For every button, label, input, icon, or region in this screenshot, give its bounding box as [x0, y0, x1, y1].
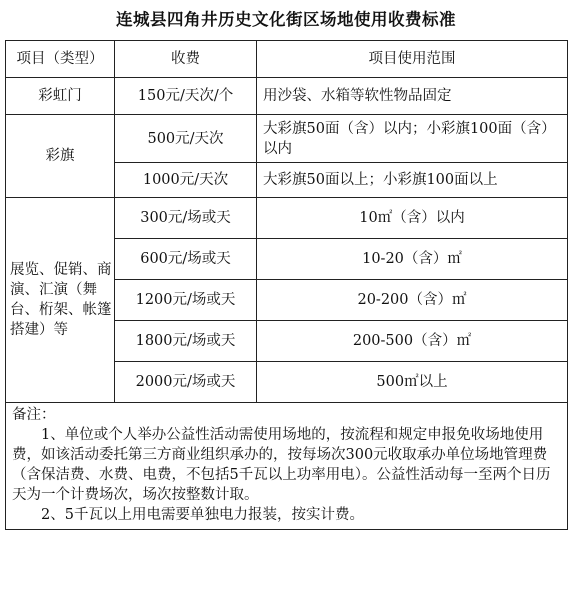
page-title: 连城县四角井历史文化街区场地使用收费标准	[116, 10, 456, 29]
scope-cell: 大彩旗50面以上；小彩旗100面以上	[257, 163, 568, 198]
fee-cell: 300元/场或天	[115, 198, 257, 239]
scope-cell: 10-20（含）㎡	[257, 239, 568, 280]
table-row	[6, 115, 568, 163]
fee-cell: 1800元/场或天	[115, 321, 257, 362]
category-exhibition: 展览、促销、商演、汇演（舞台、桁架、帐篷搭建）等	[6, 198, 115, 403]
header-scope: 项目使用范围	[257, 41, 568, 78]
notes-row	[6, 403, 568, 530]
fee-table	[5, 40, 568, 530]
scope-cell: 大彩旗50面（含）以内；小彩旗100面（含）以内	[257, 115, 568, 163]
notes-cell	[6, 403, 568, 530]
fee-cell: 150元/天次/个	[115, 78, 257, 115]
notes-label: 备注：	[12, 407, 56, 423]
fee-cell: 2000元/场或天	[115, 362, 257, 403]
header-category: 项目（类型）	[6, 41, 115, 78]
scope-cell: 200-500（含）㎡	[257, 321, 568, 362]
category-rainbow-gate: 彩虹门	[6, 78, 115, 115]
table-row	[6, 198, 568, 239]
scope-cell: 500㎡以上	[257, 362, 568, 403]
fee-cell: 1200元/场或天	[115, 280, 257, 321]
fee-cell: 600元/场或天	[115, 239, 257, 280]
scope-cell: 20-200（含）㎡	[257, 280, 568, 321]
header-fee: 收费	[115, 41, 257, 78]
note-item: 1、单位或个人举办公益性活动需使用场地的，按流程和规定申报免收场地使用费，如该活动委托第三方商业组织承办的，按每场次300元收取承办单位场地管理费（含保洁费、水费、电费，不包括5千瓦以上功率用电）。公益性活动每一至两个日历天为一个计费场次，场次按整数计取。	[12, 427, 551, 503]
scope-cell: 用沙袋、水箱等软性物品固定	[257, 78, 568, 115]
fee-cell: 500元/天次	[115, 115, 257, 163]
table-row	[6, 78, 568, 115]
scope-cell: 10㎡（含）以内	[257, 198, 568, 239]
note-item: 2、5千瓦以上用电需要单独电力报装，按实计费。	[41, 507, 364, 523]
table-header-row	[6, 41, 568, 78]
fee-cell: 1000元/天次	[115, 163, 257, 198]
category-flag: 彩旗	[6, 115, 115, 198]
